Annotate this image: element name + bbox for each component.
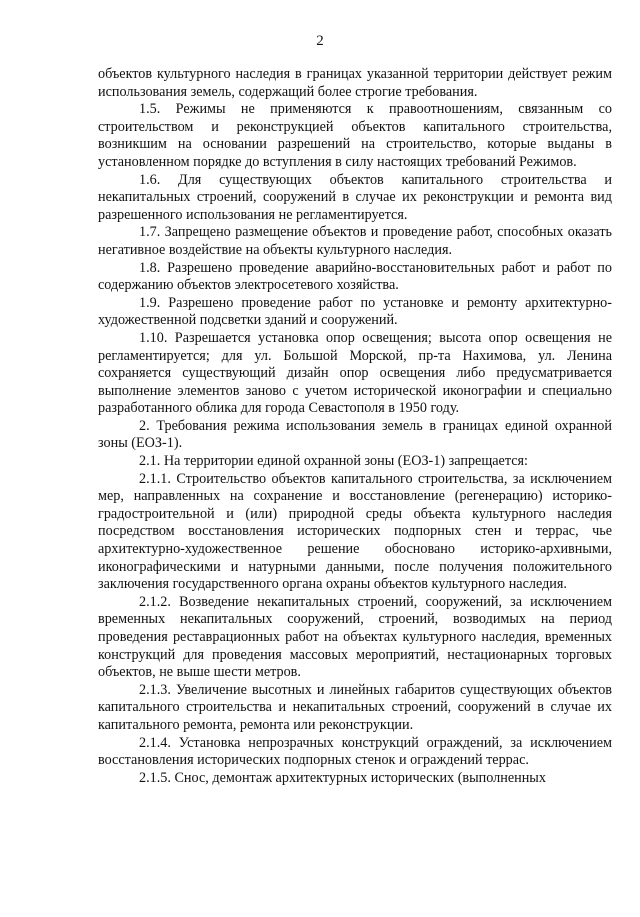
paragraph-1-10: 1.10. Разрешается установка опор освещения; высота опор освещения не регламентируется; для ул. Большой Морской, пр-та Нахимова, ул. Ленина сохраняется существующий дизайн опор освещения либо предусматривается выполнение элементов заново с учетом исторической иконографии и специально разработанного облика для города Севастополя в 1950 году. (98, 329, 612, 417)
paragraph-1-6: 1.6. Для существующих объектов капитального строительства и некапитальных строений, сооружений в случае их реконструкции и ремонта вид разрешенного использования не регламентируется. (98, 171, 612, 223)
paragraph-continuation: объектов культурного наследия в границах указанной территории действует режим использования земель, содержащий более строгие требования. (98, 66, 612, 100)
paragraph-1-8: 1.8. Разрешено проведение аварийно-восстановительных работ и работ по содержанию объектов электросетевого хозяйства. (98, 259, 612, 294)
paragraph-2-1: 2.1. На территории единой охранной зоны (ЕОЗ-1) запрещается: (139, 453, 528, 470)
paragraph-2-1-4: 2.1.4. Установка непрозрачных конструкций ограждений, за исключением восстановления исторических подпорных стенок и ограждений террас. (98, 734, 612, 769)
paragraph-1-5: 1.5. Режимы не применяются к правоотношениям, связанным со строительством и реконструкцией объектов капитального строительства, возникшим на основании разрешений на строительство, которые выданы в установленном порядке до вступления в силу настоящих требований Режимов. (98, 101, 612, 170)
paragraph-1-9: 1.9. Разрешено проведение работ по установке и ремонту архитектурно-художественной подсветки зданий и сооружений. (98, 294, 612, 329)
paragraph-2-1-2: 2.1.2. Возведение некапитальных строений, сооружений, за исключением временных некапитальных сооружений, строений, возводимых на период проведения реставрационных работ на объектах культурного наследия, временных конструкций для проведения массовых мероприятий, нестационарных торговых объектов, не выше шести метров. (98, 593, 612, 681)
page-number: 2 (316, 33, 324, 49)
paragraph-1-7: 1.7. Запрещено размещение объектов и проведение работ, способных оказать негативное воздействие на объекты культурного наследия. (98, 224, 612, 258)
paragraph-2-1-3: 2.1.3. Увеличение высотных и линейных габаритов существующих объектов капитального строительства и некапитальных строений, сооружений в случае их капитального ремонта, ремонта или реконструкции. (98, 681, 612, 733)
paragraph-2-1-1: 2.1.1. Строительство объектов капитального строительства, за исключением мер, направленных на сохранение и восстановление (регенерацию) историко-градостроительной и (или) природной среды объекта культурного наследия посредством восстановления исторических подпорных стен и террас, чье архитектурно-художественное решение обосновано историко-архивными, иконографическими и натурными данными, после получения положительного заключения государственного органа охраны объектов культурного наследия. (98, 470, 612, 593)
paragraph-2-1-5: 2.1.5. Снос, демонтаж архитектурных исторических (выполненных (139, 769, 546, 786)
paragraph-2: 2. Требования режима использования земель в границах единой охранной зоны (ЕОЗ-1). (98, 417, 612, 452)
document-body (98, 66, 612, 787)
